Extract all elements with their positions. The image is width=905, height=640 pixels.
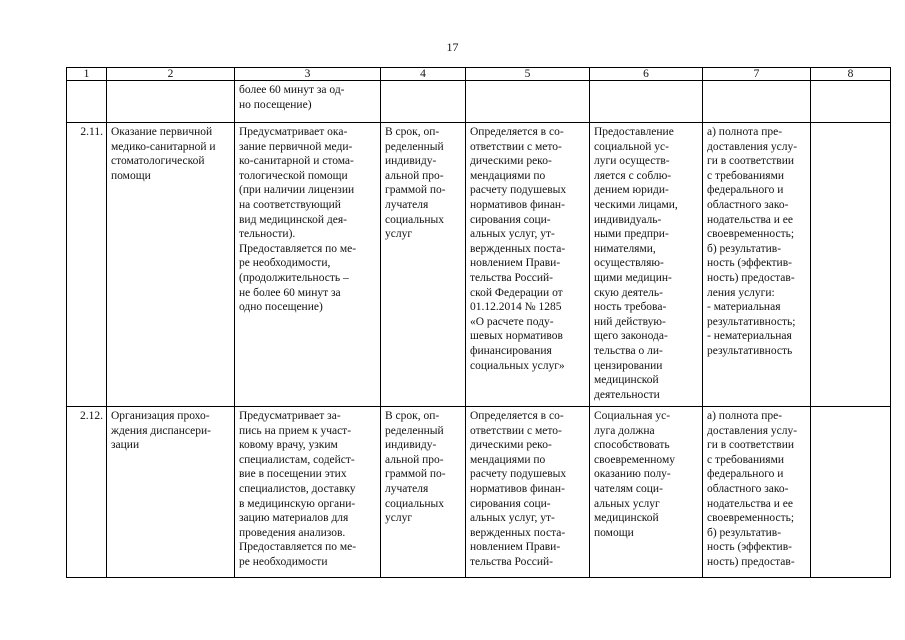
text-line: сирования соци-	[470, 213, 551, 226]
text-line: чателям соци-	[594, 482, 663, 495]
text-line: ления услуги:	[707, 286, 775, 299]
text-line: а) полнота пре-	[707, 126, 783, 138]
service-norm	[466, 407, 590, 578]
text-line: ность) предостав-	[707, 555, 795, 568]
text-line: луги осуществ-	[594, 155, 670, 168]
text-line: ность (эффектив-	[707, 257, 792, 270]
text-line: В срок, оп-	[385, 126, 440, 138]
text-line: ределенный	[385, 424, 444, 437]
service-name	[107, 123, 235, 407]
text-line: своевременность;	[707, 512, 795, 525]
service-term	[381, 407, 466, 578]
row-number: 2.11.	[67, 123, 107, 407]
column-number: 7	[703, 68, 811, 81]
text-line: услуг	[385, 512, 413, 525]
text-line: вержденных поста-	[470, 526, 566, 539]
text-line: медико-санитарной и	[111, 140, 216, 153]
text-line: ре необходимости,	[239, 257, 331, 270]
text-line: доставления услу-	[707, 424, 798, 437]
text-line: лучателя	[385, 482, 429, 495]
text-line: специалистов, доставку	[239, 482, 356, 495]
text-line: результативность	[707, 344, 793, 357]
text-line: медицинской	[594, 512, 659, 525]
text-line: (продолжительность –	[239, 271, 349, 284]
text-line: нормативов финан-	[470, 482, 565, 495]
service-conditions	[590, 123, 703, 407]
text-line: более 60 минут за од-	[239, 84, 345, 96]
text-line: нормативов финан-	[470, 198, 565, 211]
service-quality	[703, 407, 811, 578]
continuation-text	[235, 81, 381, 123]
text-line: Предусматривает ока-	[239, 126, 348, 138]
text-line: Предоставляется по ме-	[239, 242, 357, 255]
service-quality	[703, 123, 811, 407]
text-line: результативность;	[707, 315, 796, 328]
text-line: ность требова-	[594, 301, 667, 314]
services-table	[66, 67, 891, 578]
text-line: нодательства и ее	[707, 497, 793, 510]
text-line: не более 60 минут за	[239, 286, 341, 299]
text-line: ний действую-	[594, 315, 666, 328]
text-line: альных услуг, ут-	[470, 512, 555, 525]
text-line: зание первичной меди-	[239, 140, 353, 153]
text-line: нодательства и ее	[707, 213, 793, 226]
text-line: ческими лицами,	[594, 198, 678, 211]
service-note	[811, 123, 891, 407]
text-line: б) результатив-	[707, 526, 782, 539]
text-line: а) полнота пре-	[707, 410, 783, 422]
column-number-row	[67, 68, 891, 81]
text-line: Определяется в со-	[470, 410, 564, 422]
text-line: скую деятель-	[594, 286, 663, 299]
text-line: цензировании	[594, 359, 663, 372]
text-line: - нематериальная	[707, 330, 792, 343]
column-number: 1	[67, 68, 107, 81]
text-line: услуг	[385, 228, 413, 241]
text-line: Оказание первичной	[111, 126, 213, 138]
text-line: федерального и	[707, 184, 784, 197]
text-line: ковому врачу, узким	[239, 439, 338, 452]
text-line: ределенный	[385, 140, 444, 153]
text-line: граммой по-	[385, 184, 446, 197]
text-line: новлением Прави-	[470, 257, 561, 270]
text-line: расчету подушевых	[470, 184, 567, 197]
text-line: шевых нормативов	[470, 330, 563, 343]
table-row	[67, 407, 891, 578]
column-number: 4	[381, 68, 466, 81]
text-line: Организация прохо-	[111, 410, 210, 422]
service-norm	[466, 123, 590, 407]
text-line: своевременность;	[707, 228, 795, 241]
service-note	[811, 407, 891, 578]
page-number: 17	[446, 40, 459, 54]
text-line: щего законода-	[594, 330, 668, 343]
text-line: ской Федерации от	[470, 286, 563, 299]
text-line: на соответствующий	[239, 198, 341, 211]
text-line: мендациями по	[470, 453, 546, 466]
text-line: новлением Прави-	[470, 541, 561, 554]
text-line: мендациями по	[470, 169, 546, 182]
text-line: индивиду-	[385, 439, 437, 452]
text-line: деятельности	[594, 388, 660, 401]
text-line: вие в посещении этих	[239, 468, 347, 481]
text-line: ность) предостав-	[707, 271, 795, 284]
text-line: областного зако-	[707, 198, 789, 211]
text-line: расчету подушевых	[470, 468, 567, 481]
text-line: индивидуаль-	[594, 213, 662, 226]
column-number: 5	[466, 68, 590, 81]
text-line: дическими реко-	[470, 439, 552, 452]
text-line: одно посещение)	[239, 301, 323, 314]
text-line: социальных	[385, 213, 444, 226]
text-line: Предоставление	[594, 126, 674, 138]
text-line: дическими реко-	[470, 155, 552, 168]
text-line: социальной ус-	[594, 140, 669, 153]
text-line: тельства Россий-	[470, 555, 553, 568]
text-line: щими медицин-	[594, 271, 672, 284]
text-line: ответствии с мето-	[470, 140, 562, 153]
text-line: в медицинскую органи-	[239, 497, 356, 510]
service-description	[235, 123, 381, 407]
text-line: оказанию полу-	[594, 468, 671, 481]
text-line: ность (эффектив-	[707, 541, 792, 554]
text-line: - материальная	[707, 301, 781, 314]
text-line: тельства о ли-	[594, 344, 663, 357]
text-line: медицинской	[594, 374, 659, 387]
text-line: ги в соответствии	[707, 439, 795, 452]
text-line: способствовать	[594, 439, 670, 452]
text-line: пись на прием к участ-	[239, 424, 352, 437]
text-line: нимателями,	[594, 242, 656, 255]
text-line: зацию материалов для	[239, 512, 349, 525]
column-number: 3	[235, 68, 381, 81]
text-line: Предоставляется по ме-	[239, 541, 357, 554]
text-line: Социальная ус-	[594, 410, 671, 422]
text-line: проведения анализов.	[239, 526, 346, 539]
text-line: альной про-	[385, 453, 444, 466]
text-line: вид медицинской дея-	[239, 213, 347, 226]
text-line: Предусматривает за-	[239, 410, 341, 422]
text-line: ги в соответствии	[707, 155, 795, 168]
text-line: стоматологической	[111, 155, 205, 168]
text-line: (при наличии лицензии	[239, 184, 355, 197]
text-line: осуществляю-	[594, 257, 664, 270]
column-number: 6	[590, 68, 703, 81]
text-line: ждения диспансери-	[111, 424, 211, 437]
text-line: альных услуг	[594, 497, 660, 510]
text-line: альной про-	[385, 169, 444, 182]
text-line: индивиду-	[385, 155, 437, 168]
text-line: В срок, оп-	[385, 410, 440, 422]
service-term	[381, 123, 466, 407]
service-description	[235, 407, 381, 578]
text-line: ре необходимости	[239, 555, 328, 568]
text-line: альных услуг, ут-	[470, 228, 555, 241]
text-line: тельности).	[239, 228, 296, 241]
text-line: с требованиями	[707, 453, 785, 466]
text-line: финансирования	[470, 344, 552, 357]
text-line: своевременному	[594, 453, 675, 466]
text-line: ко-санитарной и стома-	[239, 155, 354, 168]
text-line: зации	[111, 439, 140, 452]
service-name	[107, 407, 235, 578]
table-row	[67, 123, 891, 407]
service-conditions	[590, 407, 703, 578]
text-line: сирования соци-	[470, 497, 551, 510]
text-line: дением юриди-	[594, 184, 669, 197]
text-line: социальных	[385, 497, 444, 510]
text-line: «О расчете поду-	[470, 315, 554, 328]
column-number: 2	[107, 68, 235, 81]
text-line: социальных услуг»	[470, 359, 565, 372]
text-line: специалистам, содейст-	[239, 453, 355, 466]
text-line: помощи	[111, 169, 151, 182]
continuation-row	[67, 81, 891, 123]
text-line: ответствии с мето-	[470, 424, 562, 437]
text-line: 01.12.2014 № 1285	[470, 301, 562, 314]
text-line: б) результатив-	[707, 242, 782, 255]
text-line: ляется с соблю-	[594, 169, 672, 182]
text-line: лучателя	[385, 198, 429, 211]
text-line: луга должна	[594, 424, 655, 437]
text-line: с требованиями	[707, 169, 785, 182]
text-line: федерального и	[707, 468, 784, 481]
text-line: ными предпри-	[594, 228, 669, 241]
text-line: доставления услу-	[707, 140, 798, 153]
text-line: вержденных поста-	[470, 242, 566, 255]
text-line: Определяется в со-	[470, 126, 564, 138]
row-number: 2.12.	[67, 407, 107, 578]
text-line: граммой по-	[385, 468, 446, 481]
text-line: тологической помощи	[239, 169, 348, 182]
text-line: помощи	[594, 526, 634, 539]
text-line: тельства Россий-	[470, 271, 553, 284]
text-line: но посещение)	[239, 98, 312, 111]
column-number: 8	[811, 68, 891, 81]
text-line: областного зако-	[707, 482, 789, 495]
